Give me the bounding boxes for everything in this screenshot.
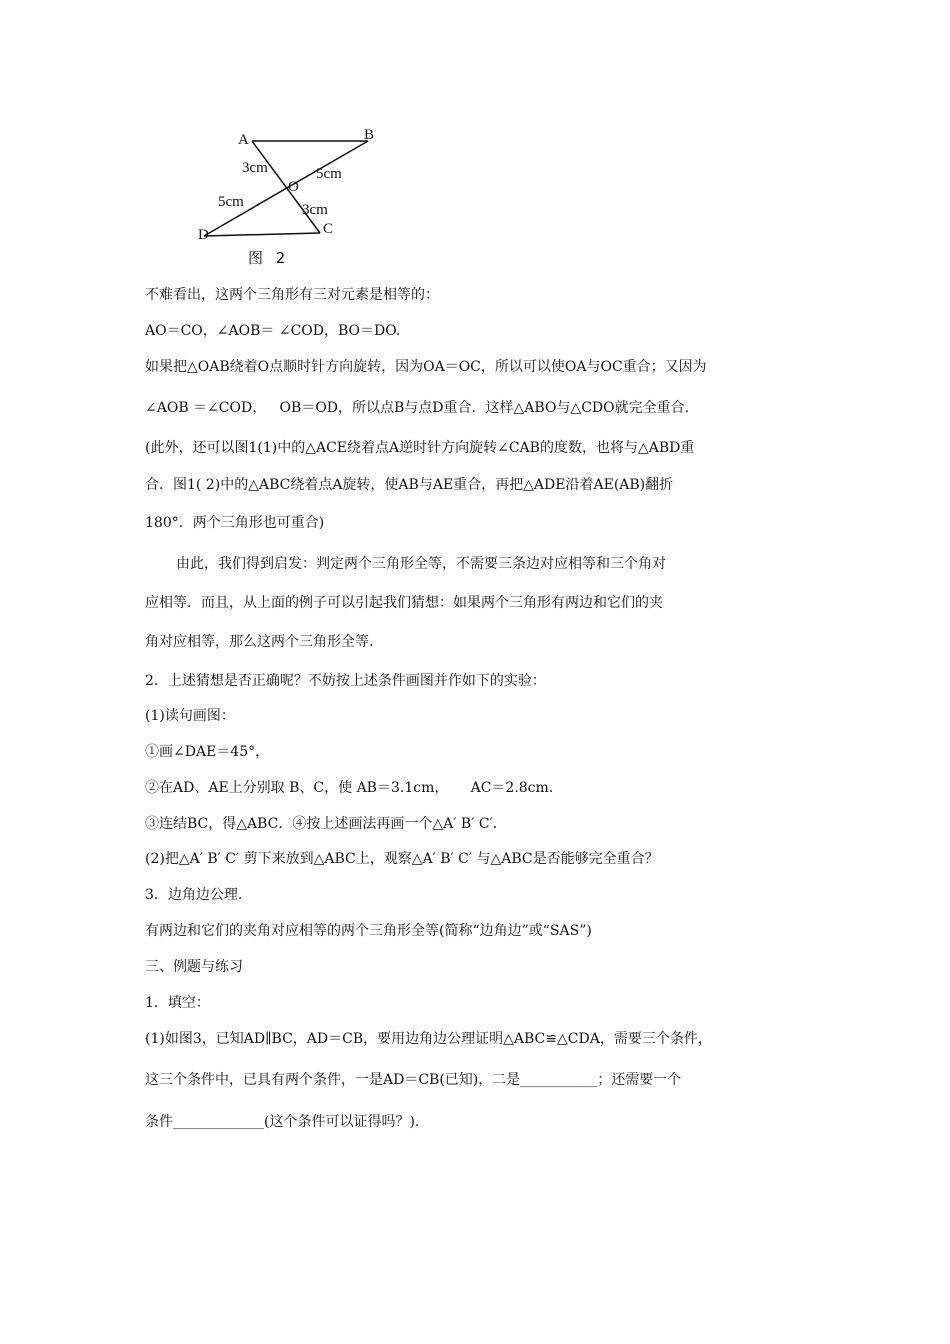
paragraph-line: (1)读句画图： (145, 708, 235, 724)
segment-bd (204, 141, 368, 236)
paragraph-line: 角对应相等，那么这两个三角形全等. (145, 634, 374, 650)
paragraph-line: 这三个条件中，已具有两个条件，一是AD＝CB(已知)，二是___________；还需要一个 (145, 1072, 682, 1088)
paragraph-line: 应相等．而且，从上面的例子可以引起我们猜想：如果两个三角形有两边和它们的夹 (145, 595, 663, 611)
label-o: O (288, 179, 299, 195)
paragraph-line: (此外，还可以图1(1)中的△ACE绕着点A逆时针方向旋转∠CAB的度数，也将与△ABD重 (145, 440, 695, 456)
paragraph-line: 3．边角边公理. (145, 887, 243, 903)
paragraph-line: ②在AD、AE上分别取 B、C，使 AB＝3.1cm， AC＝2.8cm. (145, 780, 554, 796)
paragraph-line: (1)如图3，已知AD∥BC，AD＝CB，要用边角边公理证明△ABC≌△CDA，需要三个条件， (145, 1031, 712, 1047)
length-bo: 5cm (316, 166, 342, 182)
paragraph-line: 如果把△OAB绕着O点顺时针方向旋转，因为OA＝OC，所以可以使OA与OC重合；又因为 (145, 359, 707, 375)
paragraph-line: ③连结BC，得△ABC．④按上述画法再画一个△A′ B′ C′． (145, 816, 507, 832)
paragraph-line: ∠AOB ＝∠COD， OB＝OD，所以点B与点D重合．这样△ABO与△CDO就完全重合. (145, 400, 690, 416)
segment-ac (252, 141, 320, 233)
label-c: C (323, 221, 334, 237)
label-a: A (238, 132, 249, 148)
paragraph-line: 有两边和它们的夹角对应相等的两个三角形全等(简称“边角边”或“SAS”) (145, 923, 592, 939)
paragraph-line: 条件_____________(这个条件可以证得吗？). (145, 1114, 420, 1130)
paragraph-line: (2)把△A′ B′ C′ 剪下来放到△ABC上，观察△A′ B′ C′ 与△ABC是否能够完全重合？ (145, 851, 659, 867)
paragraph-line: 180°．两个三角形也可重合) (145, 515, 325, 531)
section-heading: 三、例题与练习 (145, 959, 243, 975)
label-d: D (198, 227, 209, 243)
length-do: 5cm (218, 194, 244, 210)
length-ao: 3cm (242, 160, 268, 176)
paragraph-line: 2．上述猜想是否正确呢？不妨按上述条件画图并作如下的实验： (145, 673, 546, 689)
paragraph-line: AO＝CO，∠AOB＝ ∠COD，BO＝DO. (145, 323, 401, 339)
paragraph-line: 1．填空： (145, 995, 210, 1011)
paragraph-line: 不难看出，这两个三角形有三对元素是相等的： (145, 287, 439, 303)
figure-caption: 图 2 (248, 249, 290, 267)
segment-dc (204, 233, 320, 236)
paragraph-line: ①画∠DAE＝45°， (145, 744, 270, 760)
paragraph-line: 由此，我们得到启发：判定两个三角形全等，不需要三条边对应相等和三个角对 (176, 556, 666, 572)
length-co: 3cm (302, 202, 328, 218)
label-b: B (364, 127, 375, 143)
paragraph-line: 合．图1( 2)中的△ABC绕着点A旋转，使AB与AE重合，再把△ADE沿着AE(AB)翻折 (145, 477, 674, 493)
